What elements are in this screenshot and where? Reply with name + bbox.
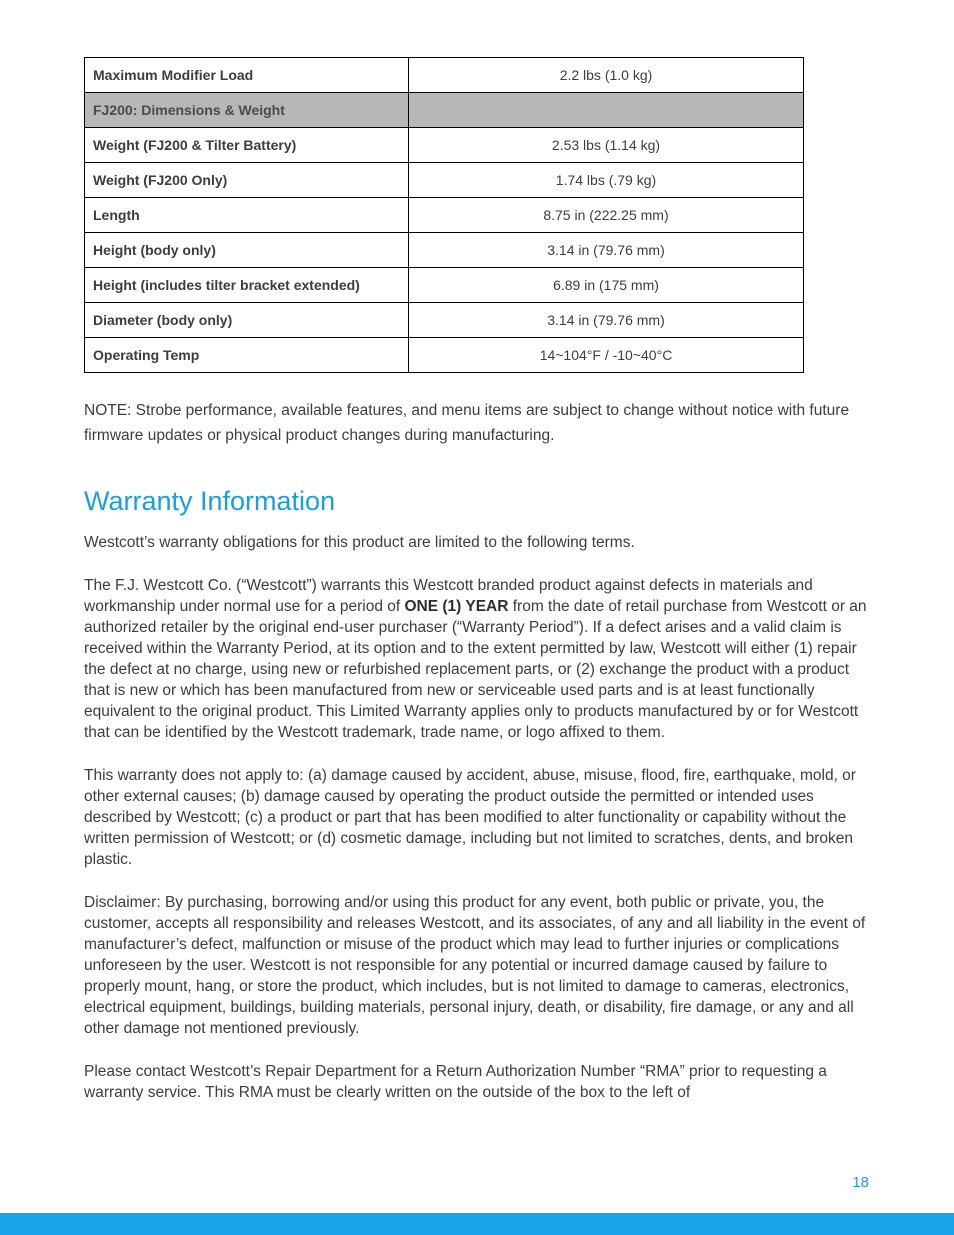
warranty-body	[84, 532, 876, 1125]
table-row	[85, 338, 804, 373]
spec-value: 1.74 lbs (.79 kg)	[409, 163, 804, 198]
terms-text-start: The F.J. Westcott Co. (“Westcott”) warrants this Westcott branded product against defects in materials and workmanship under normal use for a period of	[84, 577, 813, 615]
table-row	[85, 163, 804, 198]
page-number: 18	[852, 1174, 869, 1191]
spec-label: Diameter (body only)	[85, 303, 409, 338]
spec-value: 3.14 in (79.76 mm)	[409, 303, 804, 338]
table-row	[85, 128, 804, 163]
section-heading: Warranty Information	[84, 486, 336, 516]
spec-label: Length	[85, 198, 409, 233]
spec-value: 6.89 in (175 mm)	[409, 268, 804, 303]
spec-value: 14~104°F / -10~40°C	[409, 338, 804, 373]
spec-value: 2.2 lbs (1.0 kg)	[409, 58, 804, 93]
section-value	[409, 93, 804, 128]
table-row	[85, 268, 804, 303]
warranty-terms-paragraph	[84, 575, 876, 743]
specifications-table	[84, 57, 804, 373]
warranty-exclusions-paragraph: This warranty does not apply to: (a) damage caused by accident, abuse, misuse, flood, fire, earthquake, mold, or other external causes; (b) damage caused by operating the product outside the permitted or intended uses described by Westcott; (c) a product or part that has been modified to alter functionality or capability without the written permission of Westcott; or (d) cosmetic damage, including but not limited to scratches, dents, and broken plastic.	[84, 767, 856, 868]
spec-label: Operating Temp	[85, 338, 409, 373]
spec-value: 3.14 in (79.76 mm)	[409, 233, 804, 268]
terms-text-end: from the date of retail purchase from Westcott or an authorized retailer by the original end-user purchaser (“Warranty Period”). If a defect arises and a valid claim is received within the Warranty Period, at its option and to the extent permitted by law, Westcott will either (1) repair the defect at no charge, using new or refurbished replacement parts, or (2) exchange the product with a product that is new or which has been manufactured from new or serviceable used parts and is at least functionally equivalent to the original product. This Limited Warranty applies only to products manufactured by or for Westcott that can be identified by the Westcott trademark, trade name, or logo affixed to them.	[84, 598, 867, 741]
spec-label: Weight (FJ200 & Tilter Battery)	[85, 128, 409, 163]
note-paragraph: NOTE: Strobe performance, available features, and menu items are subject to change without notice with future firmware updates or physical product changes during manufacturing.	[84, 402, 850, 444]
section-label: FJ200: Dimensions & Weight	[85, 93, 409, 128]
spec-label: Weight (FJ200 Only)	[85, 163, 409, 198]
spec-value: 2.53 lbs (1.14 kg)	[409, 128, 804, 163]
table-row	[85, 233, 804, 268]
table-row	[85, 198, 804, 233]
table-row	[85, 303, 804, 338]
spec-label: Maximum Modifier Load	[85, 58, 409, 93]
warranty-intro: Westcott’s warranty obligations for this product are limited to the following terms.	[84, 534, 635, 551]
warranty-period-emphasis: ONE (1) YEAR	[404, 598, 509, 615]
spec-label: Height (includes tilter bracket extended)	[85, 268, 409, 303]
table-row	[85, 58, 804, 93]
table-section-row	[85, 93, 804, 128]
disclaimer-paragraph: Disclaimer: By purchasing, borrowing and/or using this product for any event, both public or private, you, the customer, accepts all responsibility and releases Westcott, and its associates, of any and all liability in the event of manufacturer’s defect, malfunction or misuse of the product which may lead to further injuries or complications unforeseen by the user. Westcott is not responsible for any potential or incurred damage caused by failure to properly mount, hang, or store the product, which includes, but is not limited to damage to cameras, electronics, electrical equipment, buildings, building materials, personal injury, death, or disability, fire damage, or any and all other damage not mentioned previously.	[84, 894, 866, 1037]
footer-bar	[0, 1213, 954, 1235]
spec-value: 8.75 in (222.25 mm)	[409, 198, 804, 233]
rma-paragraph: Please contact Westcott’s Repair Department for a Return Authorization Number “RMA” prior to requesting a warranty service. This RMA must be clearly written on the outside of the box to the left of	[84, 1063, 827, 1101]
spec-label: Height (body only)	[85, 233, 409, 268]
